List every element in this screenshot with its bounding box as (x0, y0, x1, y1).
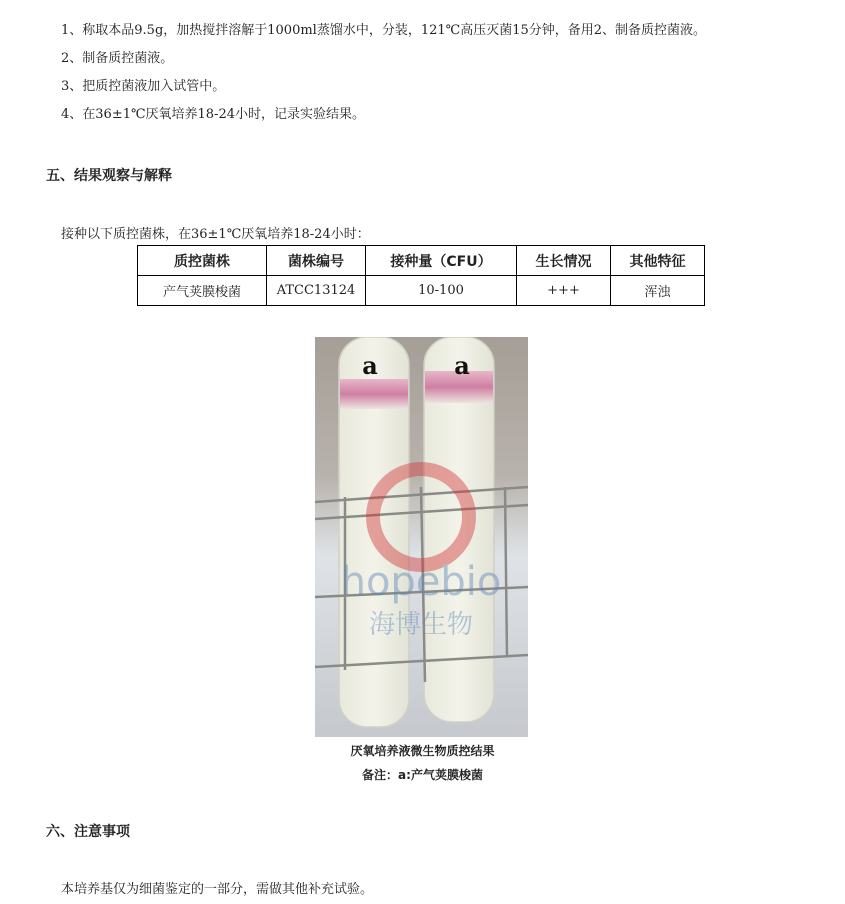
section-5-heading: 五、结果观察与解释 (46, 168, 172, 184)
tube-label-left: a (362, 351, 378, 380)
step-4: 4、在36±1℃厌氧培养18-24小时，记录实验结果。 (61, 107, 365, 122)
step-1: 1、称取本品9.5g，加热搅拌溶解于1000ml蒸馏水中，分装，121℃高压灭菌15分钟，备用2、制备质控菌液。 (61, 23, 707, 38)
cell-strain: 产气荚膜梭菌 (138, 276, 267, 306)
section-6-text: 本培养基仅为细菌鉴定的一部分，需做其他补充试验。 (61, 882, 374, 897)
step-3: 3、把质控菌液加入试管中。 (61, 79, 226, 94)
table-header-row (138, 246, 705, 276)
section-6-heading: 六、注意事项 (46, 824, 130, 840)
step-2: 2、制备质控菌液。 (61, 51, 174, 66)
section-5-intro: 接种以下质控菌株，在36±1℃厌氧培养18-24小时： (61, 227, 370, 242)
header-growth: 生长情况 (517, 246, 611, 276)
test-tube-photo (315, 337, 528, 737)
watermark-cn-text: 海博生物 (368, 610, 474, 640)
qc-table (137, 245, 705, 306)
header-other: 其他特征 (611, 246, 705, 276)
photo-caption: 厌氧培养液微生物质控结果 (350, 744, 495, 758)
cell-growth: +++ (517, 276, 611, 306)
header-inoculum: 接种量（CFU） (366, 246, 517, 276)
header-strain: 质控菌株 (138, 246, 267, 276)
cell-other: 浑浊 (611, 276, 705, 306)
tube-label-right: a (454, 351, 470, 380)
photo-note: 备注：a:产气荚膜梭菌 (362, 768, 483, 782)
header-strain-id: 菌株编号 (267, 246, 366, 276)
pink-band-left (340, 379, 408, 409)
cell-strain-id: ATCC13124 (267, 276, 366, 306)
watermark-logo-text: hopebio (340, 559, 502, 605)
cell-inoculum: 10-100 (366, 276, 517, 306)
table-row (138, 276, 705, 306)
